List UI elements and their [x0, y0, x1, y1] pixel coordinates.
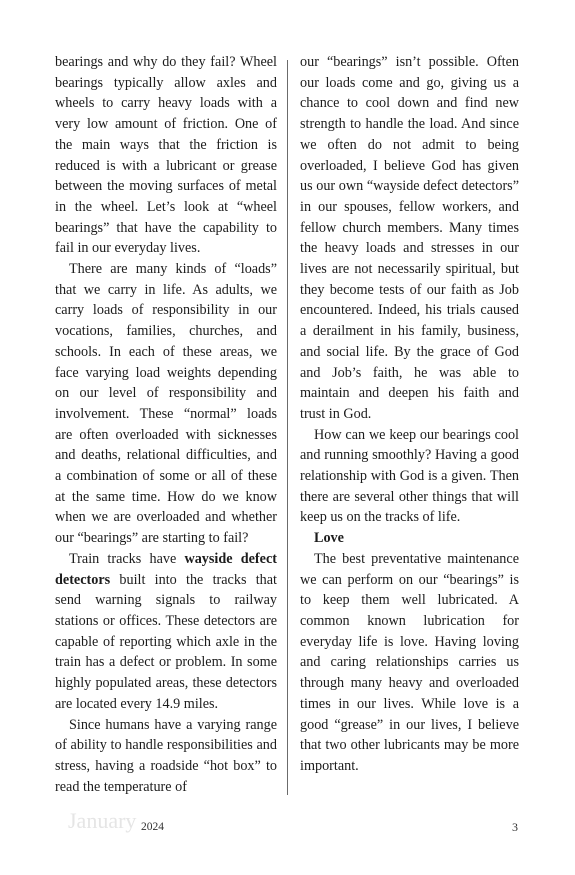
paragraph: our “bearings” isn’t possible. Often our loads come and go, giving us a chance to cool down and find new strength to handle the load. And since we often do not admit to being overloaded, I believe God has given us our own “wayside defect detectors” in our spouses, fellow workers, and fellow church members. Many times the heavy loads and stresses in our lives are not necessarily spiritual, but they become tests of our faith as Job encountered. Indeed, his trials caused a derailment in his family, business, and social life. By the grace of God and Job’s faith, he was able to maintain and deepen his faith and trust in God.: [300, 54, 519, 422]
footer-year: 2024: [141, 821, 164, 833]
left-text-column: [55, 52, 277, 797]
bold-term: wayside defect detectors: [55, 550, 277, 588]
section-heading: Love: [314, 530, 344, 547]
footer-month-watermark: January: [68, 808, 137, 833]
right-text-column: [300, 52, 519, 777]
page-number: 3: [512, 820, 518, 834]
paragraph: The best preventative maintenance we can perform on our “bearings” is to keep them well lubricated. A common known lubrication for everyday life is love. Having loving and caring relationships carries us through many heavy and overloaded times in our lives. While love is a good “grease” in our lives, I believe that two other lubricants may be more important.: [300, 550, 519, 774]
paragraph: bearings and why do they fail? Wheel bearings typically allow axles and wheels to carry heavy loads with a very low amount of friction. One of the main ways that the friction is reduced is with a lubricant or grease between the moving surfaces of metal in the wheel. Let’s look at “wheel bearings” that have the capability to fail in our everyday lives.: [55, 54, 277, 257]
column-divider: [287, 60, 288, 795]
paragraph: [55, 549, 277, 715]
paragraph-text: Train tracks have: [69, 550, 185, 567]
paragraph-text: built into the tracks that send warning signals to railway stations or offices. These detectors are capable of reporting which axle in the train has a defect or problem. In some highly populated areas, these detectors are located every 14.9 miles.: [55, 571, 277, 712]
paragraph: How can we keep our bearings cool and running smoothly? Having a good relationship with God is a given. Then there are several other things that will keep us on the tracks of life.: [300, 426, 519, 526]
paragraph: There are many kinds of “loads” that we carry in life. As adults, we carry loads of responsibility in our vocations, families, churches, and schools. In each of these areas, we face varying load weights depending on our level of responsibility and involvement. These “normal” loads are often overloaded with sicknesses and deaths, relational difficulties, and a combination of some or all of these at the same time. How do we know when we are overloaded and whether our “bearings” are starting to fail?: [55, 261, 277, 547]
paragraph: Since humans have a varying range of ability to handle responsibilities and stress, having a roadside “hot box” to read the temperature of: [55, 716, 277, 795]
